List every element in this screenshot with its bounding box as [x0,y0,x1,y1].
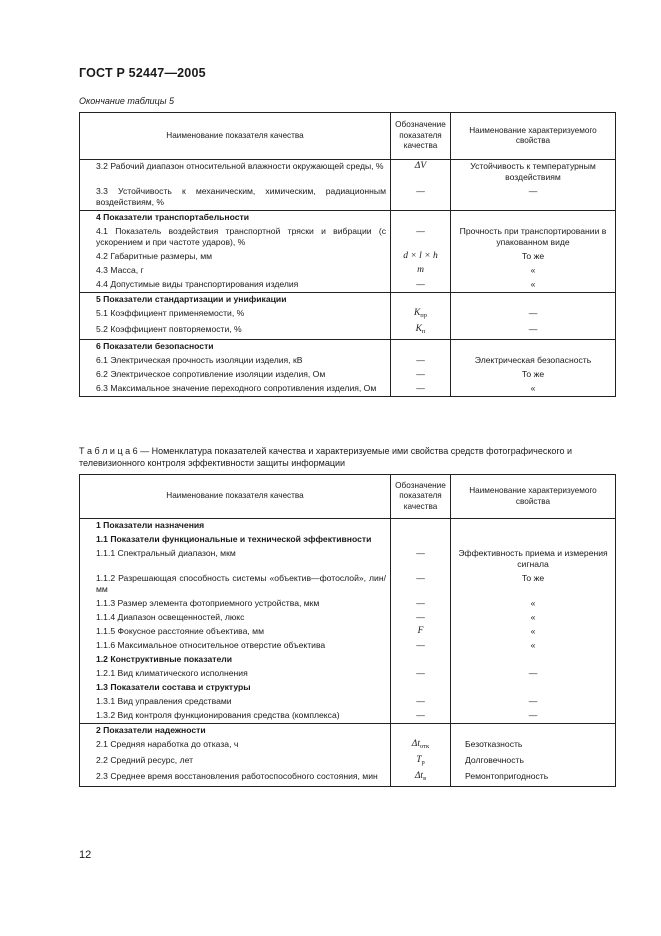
quality-indicator-name: 2.3 Среднее время восстановления работоспособного состояния, мин [80,770,391,787]
characterized-property: — [451,667,616,681]
characterized-property: — [451,709,616,724]
table-row [80,597,616,611]
quality-indicator-name: 6.3 Максимальное значение переходного сопротивления изделия, Ом [80,382,391,397]
table5-col-symbol: Обозначение показателя качества [391,113,451,160]
document-header: ГОСТ Р 52447—2005 [79,66,206,80]
characterized-property [451,519,616,534]
table-row [80,368,616,382]
table6 [79,474,616,787]
table-row [80,770,616,787]
characterized-property: Эффективность приема и измерения сигнала [451,547,616,572]
symbol-subscript: отк [420,743,430,750]
quality-indicator-symbol [391,653,451,667]
characterized-property: Ремонтопригодность [451,770,616,787]
characterized-property: Долговечность [451,754,616,770]
quality-indicator-symbol: — [391,185,451,211]
quality-indicator-name: 1.1.2 Разрешающая способность системы «объектив—фотослой», лин/мм [80,572,391,597]
table-row [80,278,616,293]
quality-indicator-symbol [391,533,451,547]
quality-indicator-name: 5 Показатели стандартизации и унификации [80,293,391,308]
quality-indicator-symbol [391,293,451,308]
quality-indicator-symbol: $K_{пр}$ [391,307,451,323]
characterized-property: « [451,597,616,611]
quality-indicator-symbol: — [391,354,451,368]
quality-indicator-name: 5.1 Коэффициент применяемости, % [80,307,391,323]
characterized-property [451,681,616,695]
quality-indicator-symbol: $T_р$ [391,754,451,770]
table-row [80,695,616,709]
characterized-property: « [451,278,616,293]
quality-indicator-symbol: — [391,709,451,724]
page-number: 12 [79,849,92,861]
quality-indicator-symbol: $\Delta t_в$ [391,770,451,787]
table6-col-property: Наименование характеризуемого свойства [451,475,616,519]
quality-indicator-name: 1.2 Конструктивные показатели [80,653,391,667]
symbol-subscript: пр [420,312,428,319]
characterized-property: Безотказность [451,738,616,754]
quality-indicator-name: 4.1 Показатель воздействия транспортной тряски и вибрации (с ускорением и при частоте ударов), % [80,225,391,250]
characterized-property: « [451,611,616,625]
quality-indicator-name: 4.4 Допустимые виды транспортирования изделия [80,278,391,293]
characterized-property: — [451,185,616,211]
characterized-property [451,533,616,547]
quality-indicator-name: 1.3 Показатели состава и структуры [80,681,391,695]
table-row [80,519,616,534]
symbol-subscript: п [421,328,426,335]
quality-indicator-name: 6.2 Электрическое сопротивление изоляции изделия, Ом [80,368,391,382]
quality-indicator-name: 1.2.1 Вид климатического исполнения [80,667,391,681]
quality-indicator-symbol [391,340,451,355]
characterized-property: Прочность при транспортировании в упакованном виде [451,225,616,250]
table-row [80,225,616,250]
table-row [80,754,616,770]
quality-indicator-name: 6 Показатели безопасности [80,340,391,355]
symbol-subscript: в [423,775,427,782]
characterized-property: — [451,323,616,340]
table-row [80,653,616,667]
table-row [80,264,616,278]
characterized-property: « [451,382,616,397]
table-row [80,340,616,355]
table-row [80,681,616,695]
quality-indicator-symbol: — [391,597,451,611]
table-row [80,382,616,397]
quality-indicator-symbol: — [391,667,451,681]
quality-indicator-name: 1.1.4 Диапазон освещенностей, люкс [80,611,391,625]
table-row [80,547,616,572]
quality-indicator-symbol: — [391,695,451,709]
characterized-property: « [451,625,616,639]
table5-continuation-label: Окончание таблицы 5 [79,96,174,106]
table5-col-property: Наименование характеризуемого свойства [451,113,616,160]
table-row [80,639,616,653]
table-row [80,625,616,639]
table-row [80,323,616,340]
quality-indicator-symbol: — [391,368,451,382]
characterized-property [451,293,616,308]
characterized-property: То же [451,250,616,264]
table-row [80,724,616,739]
table-row [80,250,616,264]
characterized-property: То же [451,572,616,597]
table-row [80,709,616,724]
table5-col-name: Наименование показателя качества [80,113,391,160]
table6-body [80,519,616,787]
quality-indicator-name: 2.2 Средний ресурс, лет [80,754,391,770]
characterized-property: « [451,639,616,653]
quality-indicator-symbol [391,724,451,739]
quality-indicator-symbol: $K_п$ [391,323,451,340]
table-row [80,160,616,186]
quality-indicator-symbol: — [391,278,451,293]
table6-caption: Т а б л и ц а 6 — Номенклатура показателей качества и характеризуемые ими свойства средств фотографического и телевизионного контроля эффективности защиты информации [79,446,573,468]
symbol-subscript: р [421,759,425,766]
table-row [80,354,616,368]
quality-indicator-name: 1 Показатели назначения [80,519,391,534]
quality-indicator-name: 3.2 Рабочий диапазон относительной влажности окружающей среды, % [80,160,391,186]
quality-indicator-name: 1.3.1 Вид управления средствами [80,695,391,709]
characterized-property: « [451,264,616,278]
table-row [80,293,616,308]
quality-indicator-symbol [391,211,451,226]
table-row [80,185,616,211]
quality-indicator-symbol: $\Delta t_{отк}$ [391,738,451,754]
characterized-property: — [451,307,616,323]
quality-indicator-name: 1.3.2 Вид контроля функционирования средства (комплекса) [80,709,391,724]
table6-col-name: Наименование показателя качества [80,475,391,519]
quality-indicator-symbol: F [391,625,451,639]
quality-indicator-symbol: m [391,264,451,278]
table-row [80,738,616,754]
quality-indicator-name: 3.3 Устойчивость к механическим, химическим, радиационным воздействиям, % [80,185,391,211]
table-row [80,211,616,226]
quality-indicator-symbol: — [391,547,451,572]
table-row [80,572,616,597]
characterized-property [451,340,616,355]
table-row [80,611,616,625]
quality-indicator-name: 4.3 Масса, г [80,264,391,278]
characterized-property [451,653,616,667]
quality-indicator-name: 1.1.6 Максимальное относительное отверстие объектива [80,639,391,653]
quality-indicator-symbol: — [391,572,451,597]
characterized-property: Электрическая безопасность [451,354,616,368]
quality-indicator-symbol: — [391,225,451,250]
quality-indicator-symbol: d × l × h [391,250,451,264]
quality-indicator-symbol: ΔV [391,160,451,186]
table6-col-symbol: Обозначение показателя качества [391,475,451,519]
table5-body [80,160,616,397]
characterized-property [451,211,616,226]
characterized-property: Устойчивость к температурным воздействиям [451,160,616,186]
table-row [80,533,616,547]
quality-indicator-name: 4.2 Габаритные размеры, мм [80,250,391,264]
quality-indicator-name: 2.1 Средняя наработка до отказа, ч [80,738,391,754]
characterized-property: — [451,695,616,709]
quality-indicator-name: 1.1 Показатели функциональные и технической эффективности [80,533,391,547]
quality-indicator-symbol: — [391,611,451,625]
table-row [80,667,616,681]
characterized-property: То же [451,368,616,382]
quality-indicator-name: 2 Показатели надежности [80,724,391,739]
characterized-property [451,724,616,739]
table5 [79,112,616,397]
table-row [80,307,616,323]
quality-indicator-name: 4 Показатели транспортабельности [80,211,391,226]
quality-indicator-symbol: — [391,639,451,653]
quality-indicator-name: 1.1.5 Фокусное расстояние объектива, мм [80,625,391,639]
quality-indicator-symbol: — [391,382,451,397]
quality-indicator-name: 6.1 Электрическая прочность изоляции изделия, кВ [80,354,391,368]
quality-indicator-name: 1.1.3 Размер элемента фотоприемного устройства, мкм [80,597,391,611]
quality-indicator-name: 1.1.1 Спектральный диапазон, мкм [80,547,391,572]
quality-indicator-symbol [391,681,451,695]
quality-indicator-symbol [391,519,451,534]
quality-indicator-name: 5.2 Коэффициент повторяемости, % [80,323,391,340]
